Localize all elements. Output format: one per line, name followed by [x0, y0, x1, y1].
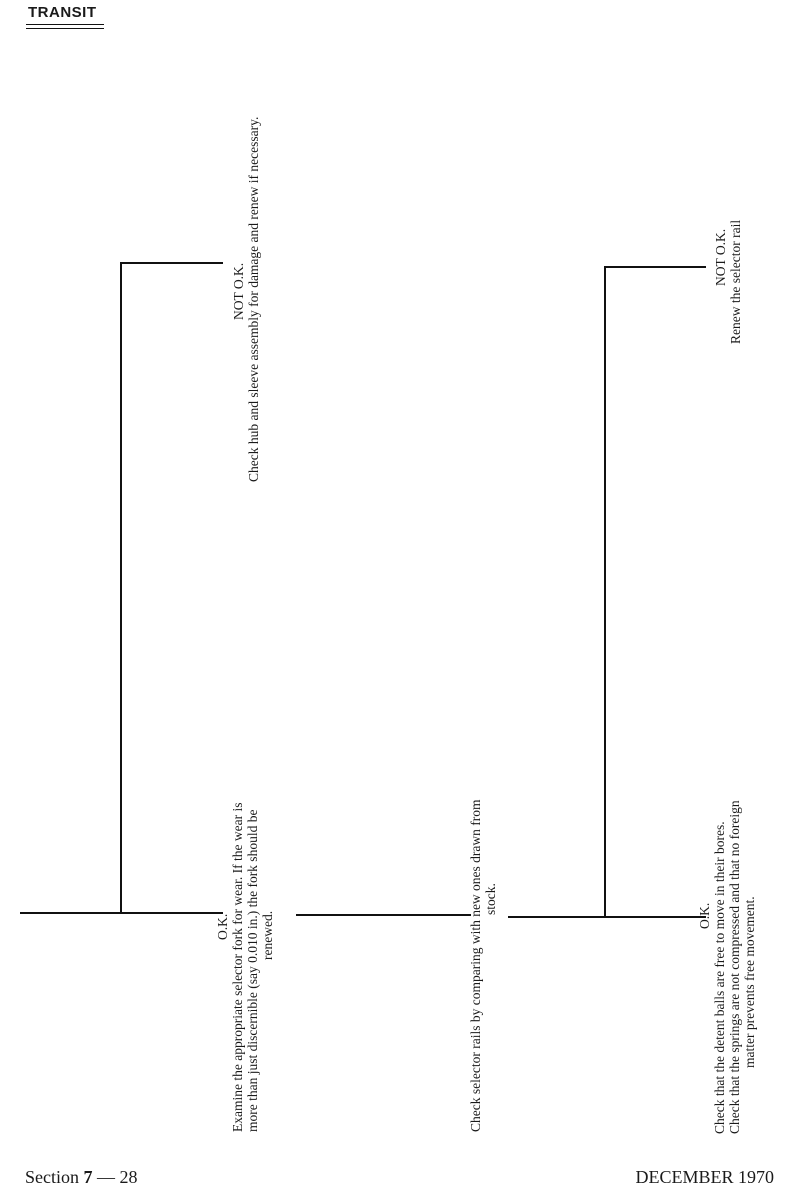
node2-block: [468, 799, 498, 1132]
branch2-text: Renew the selector rail: [728, 219, 743, 344]
node1-connector: [120, 912, 223, 914]
node2-text-line-2: stock.: [483, 883, 498, 915]
section-number: 7: [83, 1167, 93, 1187]
branch2-horizontal: [604, 266, 706, 268]
node1-ok-label: O.K.: [215, 913, 230, 940]
section-prefix: Section: [25, 1167, 79, 1187]
node1-text-line-3: renewed.: [260, 910, 275, 960]
brand-rule-top: [26, 24, 104, 25]
node2-to-junction-connector: [508, 916, 606, 918]
branch1-vertical: [120, 262, 122, 914]
node1-to-node2-connector: [296, 914, 471, 916]
brand-rule-bottom: [26, 28, 104, 29]
section-reference: [25, 1167, 138, 1188]
branch1-text: Check hub and sleeve assembly for damage and renew if necessary.: [246, 116, 261, 482]
node3-text-line-2: Check that the springs are not compressed and that no foreign: [727, 800, 742, 1134]
node3-connector: [604, 916, 706, 918]
branch1-not-ok-label: NOT O.K.: [231, 262, 246, 320]
node3-ok-label: O.K.: [697, 902, 712, 929]
publication-date: DECEMBER 1970: [635, 1167, 774, 1187]
node1-text-line-1: Examine the appropriate selector fork for wear. If the wear is: [230, 802, 245, 1132]
section-page: — 28: [97, 1167, 138, 1187]
branch1-block: [231, 117, 261, 482]
branch2-vertical: [604, 266, 606, 918]
node2-text-line-1: Check selector rails by comparing with new ones drawn from: [468, 799, 483, 1132]
brand-title: TRANSIT: [28, 4, 97, 21]
node3-text-line-1: Check that the detent balls are free to move in their bores.: [712, 821, 727, 1134]
node1-text-line-2: more than just discernible (say 0.010 in.) the fork should be: [245, 809, 260, 1132]
node3-block: [697, 800, 757, 1134]
node1-block: [215, 803, 275, 1132]
branch1-horizontal: [120, 262, 223, 264]
branch2-block: [713, 220, 743, 344]
branch2-not-ok-label: NOT O.K.: [713, 228, 728, 286]
node3-text-line-3: matter prevents free movement.: [742, 896, 757, 1068]
entry-connector: [20, 912, 120, 914]
